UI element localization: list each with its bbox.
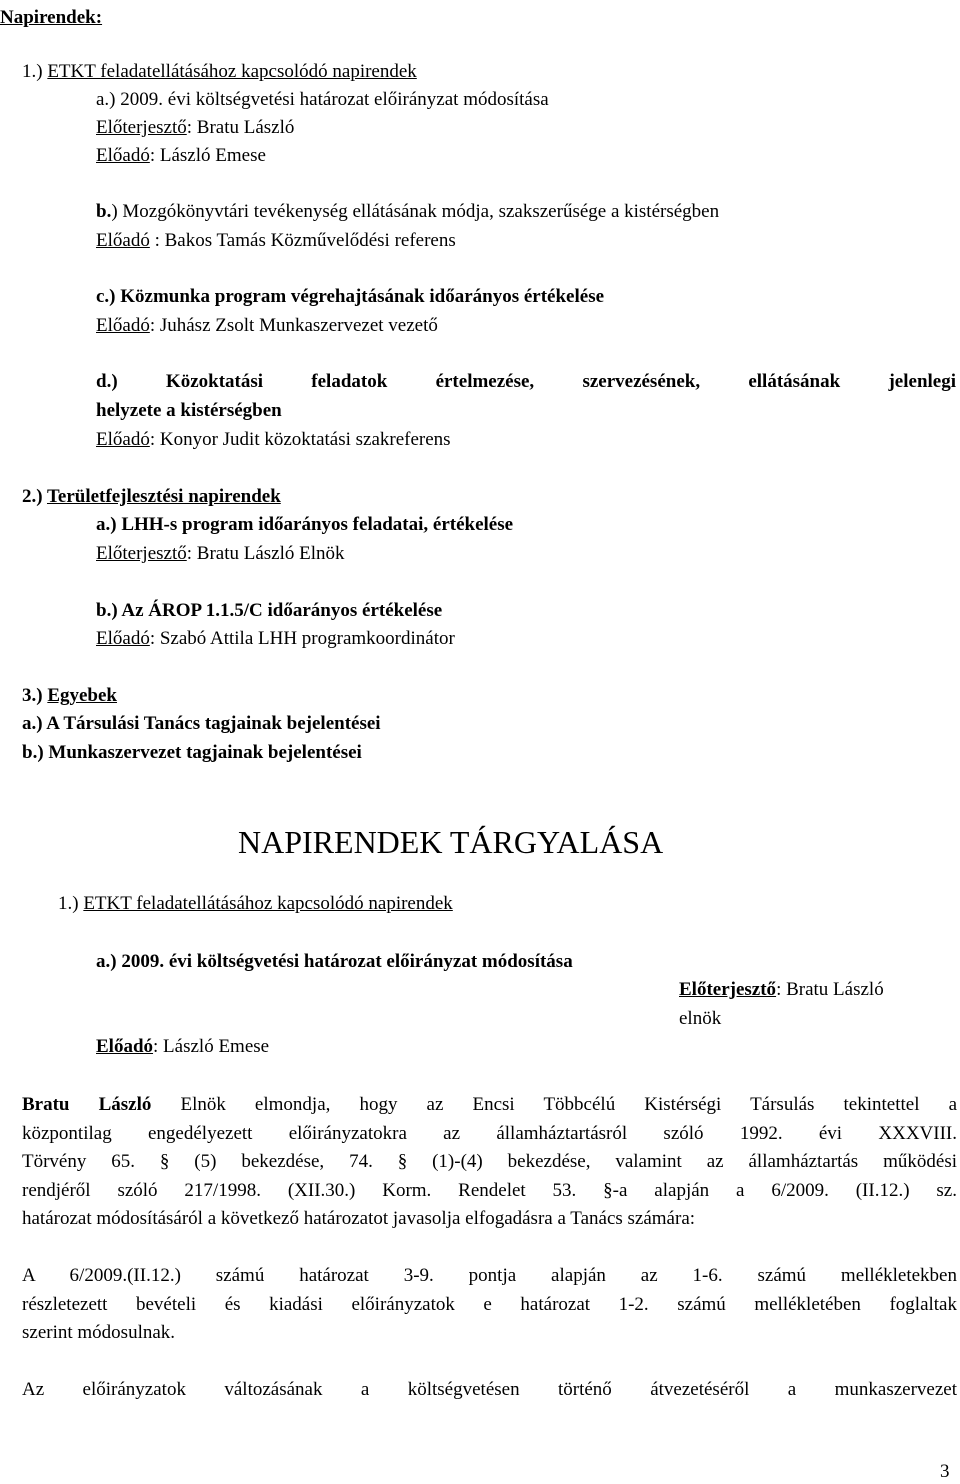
agenda-item-1b-speaker: Előadó : Bakos Tamás Közművelődési referens <box>96 230 456 251</box>
agenda-item-3a: a.) A Társulási Tanács tagjainak bejelentései <box>22 713 381 734</box>
discussion-section-1: 1.) ETKT feladatellátásához kapcsolódó napirendek <box>58 893 453 914</box>
agenda-item-1a-presenter: Előterjesztő: Bratu László <box>96 117 295 138</box>
agenda-item-2b-speaker: Előadó: Szabó Attila LHH programkoordinátor <box>96 628 455 649</box>
agenda-item-1c: c.) Közmunka program végrehajtásának időarányos értékelése <box>96 286 605 307</box>
agenda-item-1d-cont: helyzete a kistérségben <box>96 400 282 421</box>
agenda-section-1: 1.) ETKT feladatellátásához kapcsolódó napirendek <box>22 61 417 82</box>
paragraph-1-line-4: rendjéről szóló 217/1998. (XII.30.) Korm. Rendelet 53. §-a alapján a 6/2009. (II.12.) sz. <box>22 1180 957 1201</box>
paragraph-2-line-3: szerint módosulnak. <box>22 1322 176 1343</box>
agenda-item-1c-speaker: Előadó: Juhász Zsolt Munkaszervezet vezető <box>96 315 438 336</box>
paragraph-3-line-1: Az előirányzatok változásának a költségvetésen történő átvezetéséről a munkaszervezet <box>22 1379 957 1400</box>
agenda-item-1b: b.) Mozgókönyvtári tevékenység ellátásának módja, szakszerűsége a kistérségben <box>96 201 720 222</box>
agenda-item-1d-speaker: Előadó: Konyor Judit közoktatási szakreferens <box>96 429 451 450</box>
agenda-item-1a-speaker: Előadó: László Emese <box>96 145 266 166</box>
agenda-heading: Napirendek: <box>0 7 103 28</box>
agenda-item-3b: b.) Munkaszervezet tagjainak bejelentései <box>22 742 362 763</box>
discussion-presenter-cont: elnök <box>679 1008 722 1029</box>
paragraph-1-line-2: központilag engedélyezett előirányzatokra az államháztartásról szóló 1992. évi XXXVIII. <box>22 1123 957 1144</box>
agenda-section-2: 2.) Területfejlesztési napirendek <box>22 486 281 507</box>
discussion-title: NAPIRENDEK TÁRGYALÁSA <box>238 824 664 860</box>
discussion-item-1a: a.) 2009. évi költségvetési határozat előirányzat módosítása <box>96 951 573 972</box>
paragraph-1-line-3: Törvény 65. § (5) bekezdése, 74. § (1)-(4) bekezdése, valamint az államháztartás működési <box>22 1151 957 1172</box>
agenda-item-2a-presenter: Előterjesztő: Bratu László Elnök <box>96 543 345 564</box>
discussion-presenter: Előterjesztő: Bratu László <box>679 979 884 1000</box>
paragraph-1-line-1: Bratu László Elnök elmondja, hogy az Encsi Többcélú Kistérségi Társulás tekintettel a <box>22 1094 958 1115</box>
agenda-item-2a: a.) LHH-s program időarányos feladatai, értékelése <box>96 514 514 535</box>
page-number: 3 <box>940 1461 950 1482</box>
paragraph-2-line-1: A 6/2009.(II.12.) számú határozat 3-9. pontja alapján az 1-6. számú mellékletekben <box>22 1265 957 1286</box>
paragraph-1-line-5: határozat módosításáról a következő határozatot javasolja elfogadásra a Tanács számára: <box>22 1208 696 1229</box>
agenda-item-2b: b.) Az ÁROP 1.1.5/C időarányos értékelése <box>96 600 443 621</box>
discussion-speaker: Előadó: László Emese <box>96 1036 270 1057</box>
paragraph-2-line-2: részletezett bevételi és kiadási előirányzatok e határozat 1-2. számú mellékletében foglaltak <box>22 1294 957 1315</box>
agenda-item-1d: d.) Közoktatási feladatok értelmezése, szervezésének, ellátásának jelenlegi <box>96 371 956 392</box>
agenda-section-3: 3.) Egyebek <box>22 685 118 706</box>
agenda-item-1a: a.) 2009. évi költségvetési határozat előirányzat módosítása <box>96 89 549 110</box>
